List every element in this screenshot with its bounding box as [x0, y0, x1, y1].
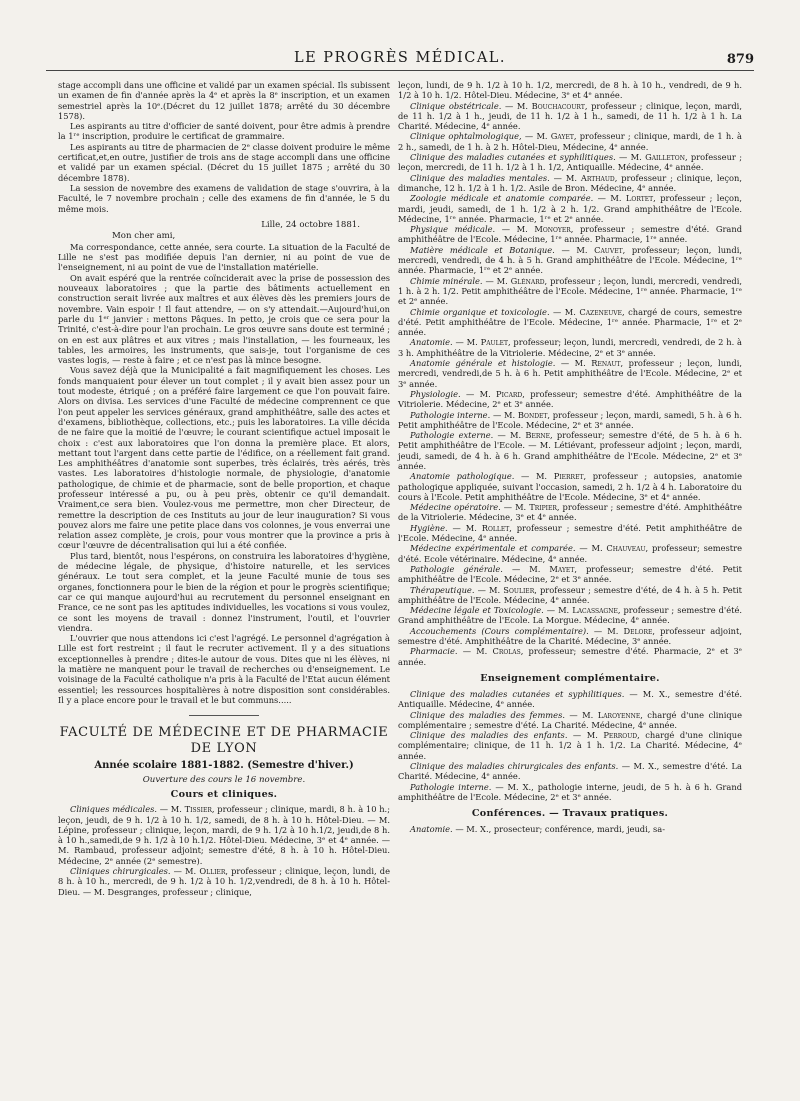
page-number: 879 [726, 52, 754, 67]
course-entry: Chimie minérale. — M. Glénard, professeur ; leçon, lundi, mercredi, vendredi, 1 h. à 2 h. 1/2. Petit amphithéâtre de l'Ecole. Médecine, 1ʳᵉ année. Pharmacie, 1ʳᵉ et 2ᵉ année. [398, 275, 742, 307]
course-entry: Pathologie générale. — M. Mayet, professeur; semestre d'été. Petit amphithéâtre de l'Ecole. Médecine, 2ᵉ et 3ᵉ année. [398, 563, 742, 585]
course-details: , professeur ; semestre d'été. Grand amphithéâtre de l'Ecole. La Morgue. Médecine, 4ᵉ année. [398, 605, 742, 626]
course-entry: Clinique des maladies cutanées et syphilitiques. — M. Gailleton, professeur ; leçon, mercredi, de 11 h. 1/2 à 1 h. 1/2, Antiquaille. Médecine, 4ᵉ année. [398, 152, 742, 173]
course-subject: Cliniques médicales. [70, 804, 157, 815]
professor-name: Berne [525, 430, 551, 441]
course-subject: Cliniques chirurgicales. [70, 866, 171, 876]
course-list [398, 689, 742, 802]
course-entry: Anatomie pathologique. — M. Pierret, professeur ; autopsies, anatomie pathologique appliquée, suivant l'occasion, samedi, 2 h. 1/2 à 4 h. Laboratoire du cours à l'Ecole. Petit amphithéâtre de l'Ecole. Médecine, 3ᵉ et 4ᵉ année. [398, 471, 742, 502]
course-subject: Physiologie. [410, 388, 461, 399]
course-subject: Hygiène. [410, 522, 448, 533]
course-details: , professeur ; clinique, mardi, de 1 h. à 2 h., samedi, de 1 h. à 2 h. Hôtel-Dieu, Médecine, 4ᵉ année. [398, 131, 742, 152]
professor-name: Crolas [492, 646, 521, 657]
professor-name: Lortet [625, 193, 654, 204]
course-subject: Physique médicale. [410, 224, 496, 235]
course-details: , professeur ; clinique, mardi, 8 h. à 10 h.; leçon, jeudi, de 9 h. 1/2 à 10 h. 1/2, samedi, de 8 h. à 10 h. Hôtel-Dieu. — M. Lépine, professeur ; clinique, leçon, mardi, de 9 h. 1/2 à 10 h.1/2, jeudi,de 8 h. à 10 h.,samedi,de 9 h. 1/2 à 10 h.1/2. Hôtel-Dieu. Médecine, 3ᵉ et 4ᵉ année. — M. Rambaud, professeur adjoint; semestre d'été, 8 h. à 10 h. Hôtel-Dieu. Médecine, 2ᵉ année (2ᵉ semestre). [58, 804, 390, 866]
professor-name: Rollet [481, 522, 510, 533]
course-details: , professeur; leçon, lundi, mercredi, vendredi, de 4 h. à 5 h. Grand amphithéâtre de l'Ecole. Médecine, 1ʳᵉ année. Pharmacie, 1ʳᵉ et 2ᵉ année. [398, 244, 743, 276]
course-entry: Zoologie médicale et anatomie comparée. — M. Lortet, professeur ; leçon, mardi, jeudi, samedi, de 1 h. 1/2 à 2 h. 1/2. Grand amphithéâtre de l'Ecole. Médecine, 1ʳᵉ année. Pharmacie, 1ʳᵉ et 2ᵉ année. [398, 193, 742, 224]
course-details: , chargé d'une clinique complémentaire ; semestre d'été. La Charité. Médecine, 4ᵉ année. [398, 709, 742, 730]
professor-name: Gailleton [645, 152, 685, 163]
course-details: , professeur ; clinique, leçon, dimanche, 12 h. 1/2 à 1 h. 1/2. Asile de Bron. Médecine, 4ᵉ année. [398, 172, 743, 193]
left-column [58, 80, 390, 897]
course-subject: Clinique des maladies cutanées et syphilitiques. [410, 152, 616, 163]
course-subject: Pathologie interne. [410, 781, 492, 792]
course-entry: Hygiène. — M. Rollet, professeur ; semestre d'été. Petit amphithéâtre de l'Ecole. Médecine, 4ᵉ année. [398, 522, 743, 544]
course-details: , professeur; semestre d'été. Petit amphithéâtre de l'Ecole. Médecine, 2ᵉ et 3ᵉ année. [398, 563, 742, 585]
course-subject: Pathologie externe. [410, 430, 494, 441]
course-details: , professeur ; leçon, mardi, samedi, 5 h. à 6 h. Petit amphithéâtre de l'Ecole. Médecine, 2ᵉ et 3ᵉ année. [398, 409, 742, 430]
professor-name: Bondet [517, 409, 548, 420]
school-year-heading: Année scolaire 1881-1882. (Semestre d'hiver.) [94, 760, 354, 772]
course-subject: Matière médicale et Botanique. [410, 244, 555, 255]
course-subject: Zoologie médicale et anatomie comparée. [410, 193, 594, 204]
professor-name: Ollier [199, 866, 226, 876]
professor-name: Cauvet [594, 244, 623, 255]
course-list [398, 101, 742, 667]
course-entry: Clinique ophtalmologique, — M. Gayet, professeur ; clinique, mardi, de 1 h. à 2 h., samedi, de 1 h. à 2 h. Hôtel-Dieu, Médecine, 4ᵉ année. [398, 131, 742, 152]
course-details: , professeur; semestre d'été. Pharmacie, 2ᵉ et 3ᵉ année. [398, 646, 742, 667]
course-list [398, 824, 742, 834]
professor-name: Perroud [603, 730, 638, 741]
professor-name: Mayet [549, 563, 575, 574]
course-details: , professeur ; semestre d'été. Amphithéâtre de la Vitriolerie. Médecine, 3ᵉ et 4ᵉ année. [398, 502, 742, 523]
paragraph: Les aspirants au titre de pharmacien de 2ᵉ classe doivent produire le même certificat,et,en outre, justifier de trois ans de stage accompli dans une officine et validé par un examen spécial. (Décret du 15 juillet 1875 ; arrêté du 30 décembre 1878). [58, 141, 390, 183]
professor-name: Soulier [503, 584, 535, 595]
paragraph: La session de novembre des examens de validation de stage s'ouvrira, à la Faculté, le 7 novembre prochain ; celle des examens de fin d'année, le 5 du même mois. [58, 182, 390, 214]
course-subject: Accouchements (Cours complémentaire). [410, 625, 589, 636]
course-entry: Chimie organique et toxicologie. — M. Cazeneuve, chargé de cours, semestre d'été. Petit amphithéâtre de l'Ecole. Médecine, 1ʳᵉ année. Pharmacie, 1ʳᵉ et 2ᵉ année. [398, 306, 743, 338]
professor-name: Arthaud [580, 172, 615, 183]
course-entry: Thérapeutique. — M. Soulier, professeur ; semestre d'été, de 4 h. à 5 h. Petit amphithéâtre de l'Ecole. Médecine, 4ᵉ année. [398, 584, 743, 605]
course-details: , prosecteur; conférence, mardi, jeudi, sa- [488, 824, 666, 835]
course-details: , chargé d'une clinique complémentaire; clinique, de 11 h. 1/2 à 1 h. 1/2. La Charité. Médecine, 4ᵉ année. [398, 730, 742, 761]
professor-name: Bouchacourt [531, 100, 585, 111]
professor-name: Delore [623, 625, 653, 636]
course-subject: Clinique obstétricale. [410, 100, 502, 111]
professor-name: Laroyenne [597, 709, 641, 720]
professor-name: Tissier [184, 804, 212, 815]
course-details: , professeur; semestre d'été. Amphithéâtre de la Vitriolerie. Médecine, 2ᵉ et 3ᵉ année. [398, 388, 743, 410]
professor-name: Glénard [510, 275, 545, 286]
course-subject: Anatomie pathologique. [410, 471, 515, 482]
course-entry: Physique médicale. — M. Monoyer, professeur ; semestre d'été. Grand amphithéâtre de l'Ecole. Médecine, 1ʳᵉ année. Pharmacie, 1ʳᵉ année. [398, 224, 743, 245]
course-entry: Médecine opératoire. — M. Tripier, professeur ; semestre d'été. Amphithéâtre de la Vitriolerie. Médecine, 3ᵉ et 4ᵉ année. [398, 502, 742, 523]
faculty-heading: FACULTÉ DE MÉDECINE ET DE PHARMACIE DE LYON [59, 725, 389, 757]
professor-name: Tripier [529, 502, 557, 513]
professor-name: Monoyer [534, 224, 571, 235]
course-entry: Pathologie interne. — M. X., pathologie interne, jeudi, de 5 h. à 6 h. Grand amphithéâtre de l'Ecole. Médecine, 2ᵉ et 3ᵉ année. [398, 781, 743, 802]
course-subject: Médecine expérimentale et comparée. [410, 543, 576, 554]
course-entry: Anatomie générale et histologie. — M. Renaut, professeur ; leçon, lundi, mercredi, vendredi,de 5 h. à 6 h. Petit amphithéâtre de l'Ecole. Médecine, 2ᵉ et 3ᵉ année. [398, 358, 742, 389]
paragraph: leçon, lundi, de 9 h. 1/2 à 10 h. 1/2, mercredi, de 8 h. à 10 h., vendredi, de 9 h. 1/2 à 10 h. 1/2. Hôtel-Dieu. Médecine, 3ᵉ et 4ᵉ année. [398, 80, 742, 101]
course-entry: Clinique des maladies cutanées et syphilitiques. — M. X., semestre d'été. Antiquaille. Médecine, 4ᵉ année. [398, 688, 742, 710]
course-entry: Clinique des maladies des enfants. — M. Perroud, chargé d'une clinique complémentaire; clinique, de 11 h. 1/2 à 1 h. 1/2. La Charité. Médecine, 4ᵉ année. [398, 730, 742, 761]
course-details: , professeur ; autopsies, anatomie pathologique appliquée, suivant l'occasion, samedi, 2 h. 1/2 à 4 h. Laboratoire du cours à l'Ecole. Petit amphithéâtre de l'Ecole. Médecine, 3ᵉ et 4ᵉ année. [398, 471, 742, 502]
professor-name: X. [658, 688, 668, 699]
section-title: Enseignement complémentaire. [480, 672, 660, 684]
course-entry: Médecine expérimentale et comparée. — M. Chauveau, professeur; semestre d'été. Ecole vétérinaire. Médecine, 4ᵉ année. [398, 543, 742, 564]
course-details: , professeur ; clinique, leçon, lundi, de 8 h. à 10 h., mercredi, de 9 h. 1/2 à 10 h. 1/2,vendredi, de 8 h. à 10 h. Hôtel-Dieu. — M. Desgranges, professeur ; clinique, [58, 866, 390, 897]
course-details: , semestre d'été. Antiquaille. Médecine, 4ᵉ année. [398, 688, 742, 710]
professor-name: X. [480, 824, 489, 835]
course-details: , professeur ; leçon, lundi, mercredi, vendredi,de 5 h. à 6 h. Petit amphithéâtre de l'Ecole. Médecine, 2ᵉ et 3ᵉ année. [398, 358, 742, 389]
course-entry: Physiologie. — M. Picard, professeur; semestre d'été. Amphithéâtre de la Vitriolerie. Médecine, 2ᵉ et 3ᵉ année. [398, 388, 743, 410]
opening-date-line: Ouverture des cours le 16 novembre. [142, 775, 306, 786]
course-entry: Clinique des maladies mentales. — M. Arthaud, professeur ; clinique, leçon, dimanche, 12 h. 1/2 à 1 h. 1/2. Asile de Bron. Médecine, 4ᵉ année. [398, 172, 743, 193]
professor-name: Gayet [550, 131, 574, 142]
course-subject: Clinique ophtalmologique, [410, 131, 522, 142]
course-subject: Chimie minérale. [410, 275, 483, 286]
course-details: , professeur ; semestre d'été. Grand amphithéâtre de l'Ecole. Médecine, 1ʳᵉ année. Pharmacie, 1ʳᵉ année. [398, 224, 743, 245]
professor-name: Lacassagne [572, 605, 618, 616]
course-entry: Médecine légale et Toxicologie. — M. Lacassagne, professeur ; semestre d'été. Grand amphithéâtre de l'Ecole. La Morgue. Médecine, 4ᵉ année. [398, 605, 742, 626]
professor-name: Chauveau [606, 543, 646, 554]
professor-name: Pierret [553, 471, 584, 482]
course-details: , pathologie interne, jeudi, de 5 h. à 6 h. Grand amphithéâtre de l'Ecole. Médecine, 2ᵉ et 3ᵉ année. [398, 781, 743, 802]
course-subject: Clinique des maladies chirurgicales des enfants. [410, 761, 619, 771]
course-entry: Clinique obstétricale. — M. Bouchacourt, professeur ; clinique, leçon, mardi, de 11 h. 1/2 à 1 h., jeudi, de 11 h. 1/2 à 1 h., samedi, de 11 h. 1/2 à 1 h. La Charité. Médecine, 4ᵉ année. [398, 100, 742, 132]
course-subject: Clinique des maladies cutanées et syphilitiques. [410, 688, 625, 699]
section-title: Cours et cliniques. [170, 789, 278, 801]
course-details: , professeur ; leçon, mardi, jeudi, samedi, de 1 h. 1/2 à 2 h. 1/2. Grand amphithéâtre de l'Ecole. Médecine, 1ʳᵉ année. Pharmacie, 1ʳᵉ et 2ᵉ année. [398, 193, 742, 224]
paragraph: Les aspirants au titre d'officier de santé doivent, pour être admis à prendre la 1ʳᵉ inscription, produire le certificat de grammaire. [58, 121, 390, 142]
professor-name: Cazeneuve [579, 306, 622, 317]
course-subject: Anatomie générale et histologie. [410, 358, 556, 369]
course-subject: Clinique des maladies des enfants. [410, 730, 568, 741]
paragraph: stage accompli dans une officine et validé par un examen spécial. Ils subissent un examen de fin d'année après la 4ᵉ et après la 8ᵉ inscription, et un examen semestriel après la 10ᵉ.(Décret du 12 juillet 1878; arrêté du 30 décembre 1578). [58, 80, 390, 121]
course-list [58, 804, 390, 897]
course-subject: Clinique des maladies des femmes. [410, 709, 565, 720]
course-details: , professeur; leçon, lundi, mercredi, vendredi, de 2 h. à 3 h. Amphithéâtre de la Vitriolerie. Médecine, 2ᵉ et 3ᵉ année. [398, 337, 742, 358]
letter-paragraph: Ma correspondance, cette année, sera courte. La situation de la Faculté de Lille ne s'est pas modifiée depuis l'an dernier, ni au point de vue de l'enseignement, ni au point de vue de l'installation matérielle. [58, 241, 390, 273]
letter-paragraph: L'ouvrier que nous attendons ici c'est l'agrégé. Le personnel d'agrégation à Lille est fort restreint ; il faut le recruter activement. Il y a des situations exceptionnelles à prendre ; dites-le autour de vous. Dites que ni les élèves, ni la matière ne manquent pour le travail de recherches ou d'enseignement. Le voisinage de la Faculté catholique n'a pris à la Faculté de l'Etat aucun élément essentiel; les ressources hospitalières à notre disposition sont considérables. Il y a place encore pour le travail et le but communs..... [58, 633, 390, 705]
course-details: , professeur ; semestre d'été, de 4 h. à 5 h. Petit amphithéâtre de l'Ecole. Médecine, 4ᵉ année. [398, 584, 743, 605]
course-details: , chargé de cours, semestre d'été. Petit amphithéâtre de l'Ecole. Médecine, 1ʳᵉ année. Pharmacie, 1ʳᵉ et 2ᵉ année. [398, 306, 743, 338]
course-entry: Accouchements (Cours complémentaire). — M. Delore, professeur adjoint, semestre d'été. Amphithéâtre de la Charité. Médecine, 3ᵉ année. [398, 625, 742, 647]
course-entry: Cliniques chirurgicales. — M. Ollier, professeur ; clinique, leçon, lundi, de 8 h. à 10 h., mercredi, de 9 h. 1/2 à 10 h. 1/2,vendredi, de 8 h. à 10 h. Hôtel-Dieu. — M. Desgranges, professeur ; clinique, [58, 866, 390, 897]
course-subject: Anatomie. [410, 824, 453, 835]
journal-title: LE PROGRÈS MÉDICAL. [293, 50, 507, 66]
section-divider [189, 715, 259, 716]
right-column [398, 80, 742, 834]
letter-paragraph: On avait espéré que la rentrée coïnciderait avec la prise de possession des nouveaux laboratoires ; que la partie des bâtiments actuellement en construction serait livrée aux maîtres et aux élèves dès les premiers jours de novembre. Vain espoir ! Il faut attendre, — on s'y attendait.—Aujourd'hui,on parle du 1ᵉʳ janvier : mettons Pâques. In petto, je crois que ce sera pour la Trinité, c'est-à-dire pour l'an prochain. Le gros œuvre sans doute est terminé ; on en est aux plâtres et aux vitres ; mais l'installation, — les fourneaux, les tables, les armoires, les instruments, que sais-je, tout l'organisme de ces vastes logis, — reste à faire ; et ce n'est pas là mince besogne. [58, 272, 390, 366]
course-entry: Clinique des maladies des femmes. — M. Laroyenne, chargé d'une clinique complémentaire ; semestre d'été. La Charité. Médecine, 4ᵉ année. [398, 709, 742, 730]
course-subject: Médecine opératoire. [410, 502, 501, 513]
course-entry: Pathologie externe. — M. Berne, professeur; semestre d'été, de 5 h. à 6 h. Petit amphithéâtre de l'Ecole. — M. Létiévant, professeur adjoint ; leçon, mardi, jeudi, samedi, de 4 h. à 6 h. Grand amphithéâtre de l'Ecole. Médecine, 2ᵉ et 3ᵉ année. [398, 430, 742, 471]
course-subject: Chimie organique et toxicologie. [410, 306, 550, 317]
course-subject: Pharmacie. [410, 646, 458, 657]
course-details: , semestre d'été. La Charité. Médecine, 4ᵉ année. [398, 761, 742, 782]
course-details: , professeur adjoint, semestre d'été. Amphithéâtre de la Charité. Médecine, 3ᵉ année. [398, 625, 742, 647]
course-entry: Anatomie. — M. X., prosecteur; conférence, mardi, jeudi, sa- [410, 824, 666, 835]
course-subject: Thérapeutique. [410, 584, 475, 595]
letter-salutation: Mon cher ami, [112, 230, 176, 241]
professor-name: X. [522, 781, 532, 792]
letter-paragraph: Plus tard, bientôt, nous l'espérons, on construira les laboratoires d'hygiène, de médecine légale, de physique, d'histoire naturelle, et les services généraux. Le tout sera complet, et la jeune Faculté munie de tous ses organes, fonctionnera pour le bien de la région et pour le progrès scientifique; car ce qui manque aujourd'hui au recrutement du personnel enseignant en France, ce ne sont pas les aptitudes individuelles, les vocations si vous voulez, ce sont les moyens de travail : donnez l'instrument, l'outil, et l'ouvrier viendra. [58, 550, 390, 633]
section-title: Conférences. — Travaux pratiques. [471, 808, 669, 820]
course-subject: Médecine légale et Toxicologie. [410, 605, 544, 616]
letter-paragraph: Vous savez déjà que la Municipalité a fait magnifiquement les choses. Les fonds manquaient pour élever un tout complet ; il y avait bien assez pour un tout modeste, étriqué ; on a préféré faire largement ce que l'on pouvait faire. Alors on divisa. Les services d'une Faculté de médecine comprennent ce que l'on peut appeler les services généraux, grand amphithéâtre, salle des actes et d'examens, bibliothèque, collections, etc.; puis les laboratoires. La ville décida de ne faire que la moitié de l'œuvre; le courant scientifique actuel imposait le choix : c'est aux laboratoires que l'on donna la première place. Et alors, mettant tout l'argent dans cette partie de l'édifice, on a réellement fait grand. Les amphithéâtres d'anatomie sont superbes, très éclairés, très aérés, très vastes. Les laboratoires d'histologie normale, de physiologie, d'anatomie pathologique, de chimie et de pharmacie, sont de belle proportion, et chaque professeur intéressé a pu, ou à peu près, obtenir ce qu'il demandait. Vraiment,ce sera bien. Voulez-vous me permettre, mon cher Directeur, de remettre la description de ces Instituts au jour de leur inauguration? Si vous pouvez alors me faire une petite place dans vos colonnes, je vous enverrai une relation assez complète, je crois, pour vous montrer que la province a pris à cœur l'œuvre de décentralisation qui lui a été confiée. [58, 365, 390, 551]
course-subject: Clinique des maladies mentales. [410, 172, 550, 183]
course-entry: Matière médicale et Botanique. — M. Cauvet, professeur; leçon, lundi, mercredi, vendredi, de 4 h. à 5 h. Grand amphithéâtre de l'Ecole. Médecine, 1ʳᵉ année. Pharmacie, 1ʳᵉ et 2ᵉ année. [398, 244, 743, 276]
professor-name: Paulet [480, 337, 508, 348]
course-entry: Cliniques médicales. — M. Tissier, professeur ; clinique, mardi, 8 h. à 10 h.; leçon, jeudi, de 9 h. 1/2 à 10 h. 1/2, samedi, de 8 h. à 10 h. Hôtel-Dieu. — M. Lépine, professeur ; clinique, leçon, mardi, de 9 h. 1/2 à 10 h.1/2, jeudi,de 8 h. à 10 h.,samedi,de 9 h. 1/2 à 10 h.1/2. Hôtel-Dieu. Médecine, 3ᵉ et 4ᵉ année. — M. Rambaud, professeur adjoint; semestre d'été, 8 h. à 10 h. Hôtel-Dieu. Médecine, 2ᵉ année (2ᵉ semestre). [58, 804, 390, 866]
professor-name: X. [648, 761, 657, 771]
course-subject: Pathologie générale. [410, 563, 503, 574]
course-entry: Anatomie. — M. Paulet, professeur; leçon, lundi, mercredi, vendredi, de 2 h. à 3 h. Amphithéâtre de la Vitriolerie. Médecine, 2ᵉ et 3ᵉ année. [398, 337, 742, 358]
page-header [46, 48, 754, 71]
course-details: , professeur ; clinique, leçon, mardi, de 11 h. 1/2 à 1 h., jeudi, de 11 h. 1/2 à 1 h., samedi, de 11 h. 1/2 à 1 h. La Charité. Médecine, 4ᵉ année. [398, 100, 742, 132]
professor-name: Renaut [591, 358, 621, 369]
course-subject: Pathologie interne. [410, 409, 491, 420]
course-details: , professeur; semestre d'été. Ecole vétérinaire. Médecine, 4ᵉ année. [398, 543, 742, 564]
course-details: , professeur ; leçon, mercredi, de 11 h. 1/2 à 1 h. 1/2, Antiquaille. Médecine, 4ᵉ année. [398, 152, 742, 173]
course-details: , professeur ; leçon, lundi, mercredi, vendredi, 1 h. à 2 h. 1/2. Petit amphithéâtre de l'Ecole. Médecine, 1ʳᵉ année. Pharmacie, 1ʳᵉ et 2ᵉ année. [398, 275, 742, 307]
course-entry: Pharmacie. — M. Crolas, professeur; semestre d'été. Pharmacie, 2ᵉ et 3ᵉ année. [398, 646, 742, 667]
course-entry: Clinique des maladies chirurgicales des enfants. — M. X., semestre d'été. La Charité. Médecine, 4ᵉ année. [398, 761, 742, 782]
course-entry: Pathologie interne. — M. Bondet, professeur ; leçon, mardi, samedi, 5 h. à 6 h. Petit amphithéâtre de l'Ecole. Médecine, 2ᵉ et 3ᵉ année. [398, 409, 742, 430]
professor-name: Picard [496, 388, 523, 399]
course-details: , professeur ; semestre d'été. Petit amphithéâtre de l'Ecole. Médecine, 4ᵉ année. [398, 522, 743, 544]
letter-dateline: Lille, 24 octobre 1881. [261, 219, 360, 230]
course-subject: Anatomie. [410, 337, 453, 348]
course-details: , professeur; semestre d'été, de 5 h. à 6 h. Petit amphithéâtre de l'Ecole. — M. Létiévant, professeur adjoint ; leçon, mardi, jeudi, samedi, de 4 h. à 6 h. Grand amphithéâtre de l'Ecole. Médecine, 2ᵉ et 3ᵉ année. [398, 430, 742, 471]
